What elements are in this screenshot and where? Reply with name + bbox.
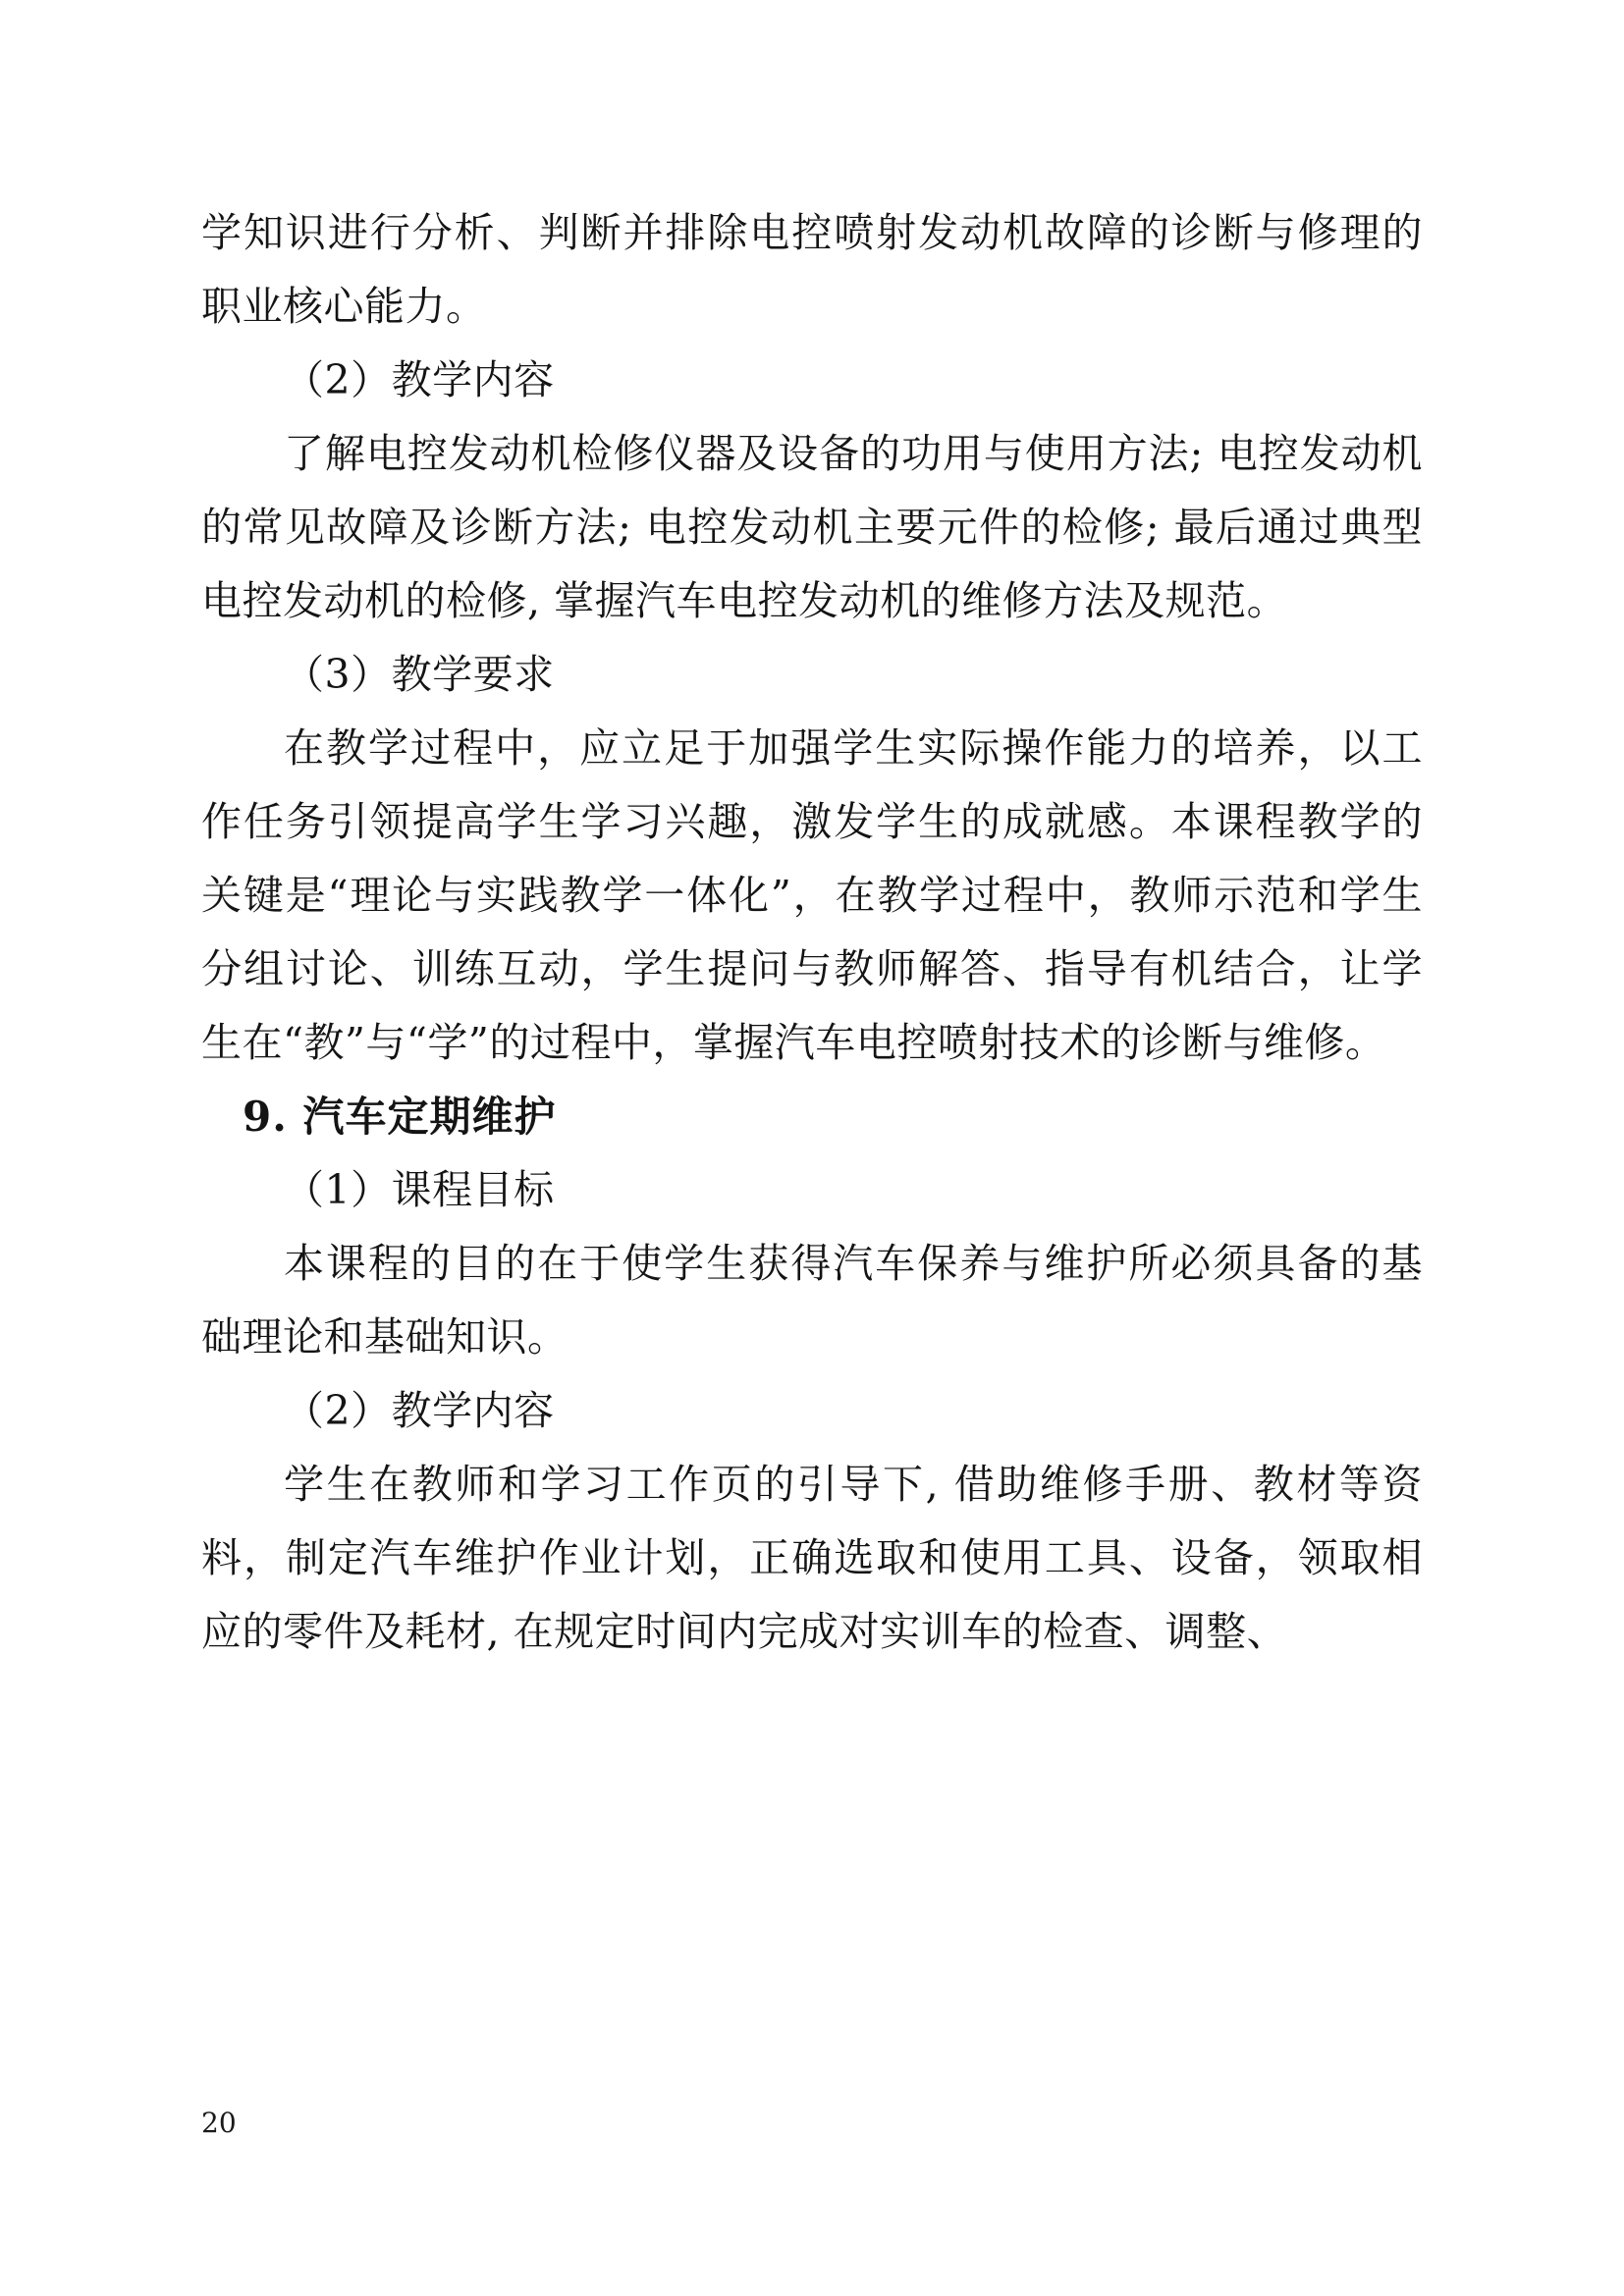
paragraph-teaching-content-body: 了解电控发动机检修仪器及设备的功用与使用方法; 电控发动机的常见故障及诊断方法; 电控发动机主要元件的检修; 最后通过典型电控发动机的检修, 掌握汽车电控发动机的维修方法及规范。 bbox=[201, 430, 1423, 624]
paragraph-teaching-requirement-label: （3）教学要求 bbox=[284, 651, 555, 698]
page-number: 20 bbox=[201, 2107, 237, 2139]
paragraph-teaching-content-body-2: 学生在教师和学习工作页的引导下, 借助维修手册、教材等资料，制定汽车维护作业计划，正确选取和使用工具、设备，领取相应的零件及耗材, 在规定时间内完成对实训车的检查、调整、 bbox=[201, 1461, 1423, 1655]
page-body bbox=[201, 196, 1423, 1669]
section-heading-9: 9. 汽车定期维护 bbox=[243, 1093, 557, 1141]
paragraph-continuation: 学知识进行分析、判断并排除电控喷射发动机故障的诊断与修理的职业核心能力。 bbox=[201, 209, 1423, 330]
paragraph-teaching-requirement-body: 在教学过程中，应立足于加强学生实际操作能力的培养，以工作任务引领提高学生学习兴趣，激发学生的成就感。本课程教学的关键是“理论与实践教学一体化”，在教学过程中，教师示范和学生分组讨论、训练互动，学生提问与教师解答、指导有机结合，让学生在“教”与“学”的过程中，掌握汽车电控喷射技术的诊断与维修。 bbox=[201, 724, 1423, 1066]
paragraph-teaching-content-label: （2）教学内容 bbox=[284, 356, 555, 403]
paragraph-course-objective-label: （1）课程目标 bbox=[284, 1166, 555, 1213]
paragraph-course-objective-body: 本课程的目的在于使学生获得汽车保养与维护所必须具备的基础理论和基础知识。 bbox=[201, 1240, 1423, 1361]
paragraph-teaching-content-label-2: （2）教学内容 bbox=[284, 1387, 555, 1434]
